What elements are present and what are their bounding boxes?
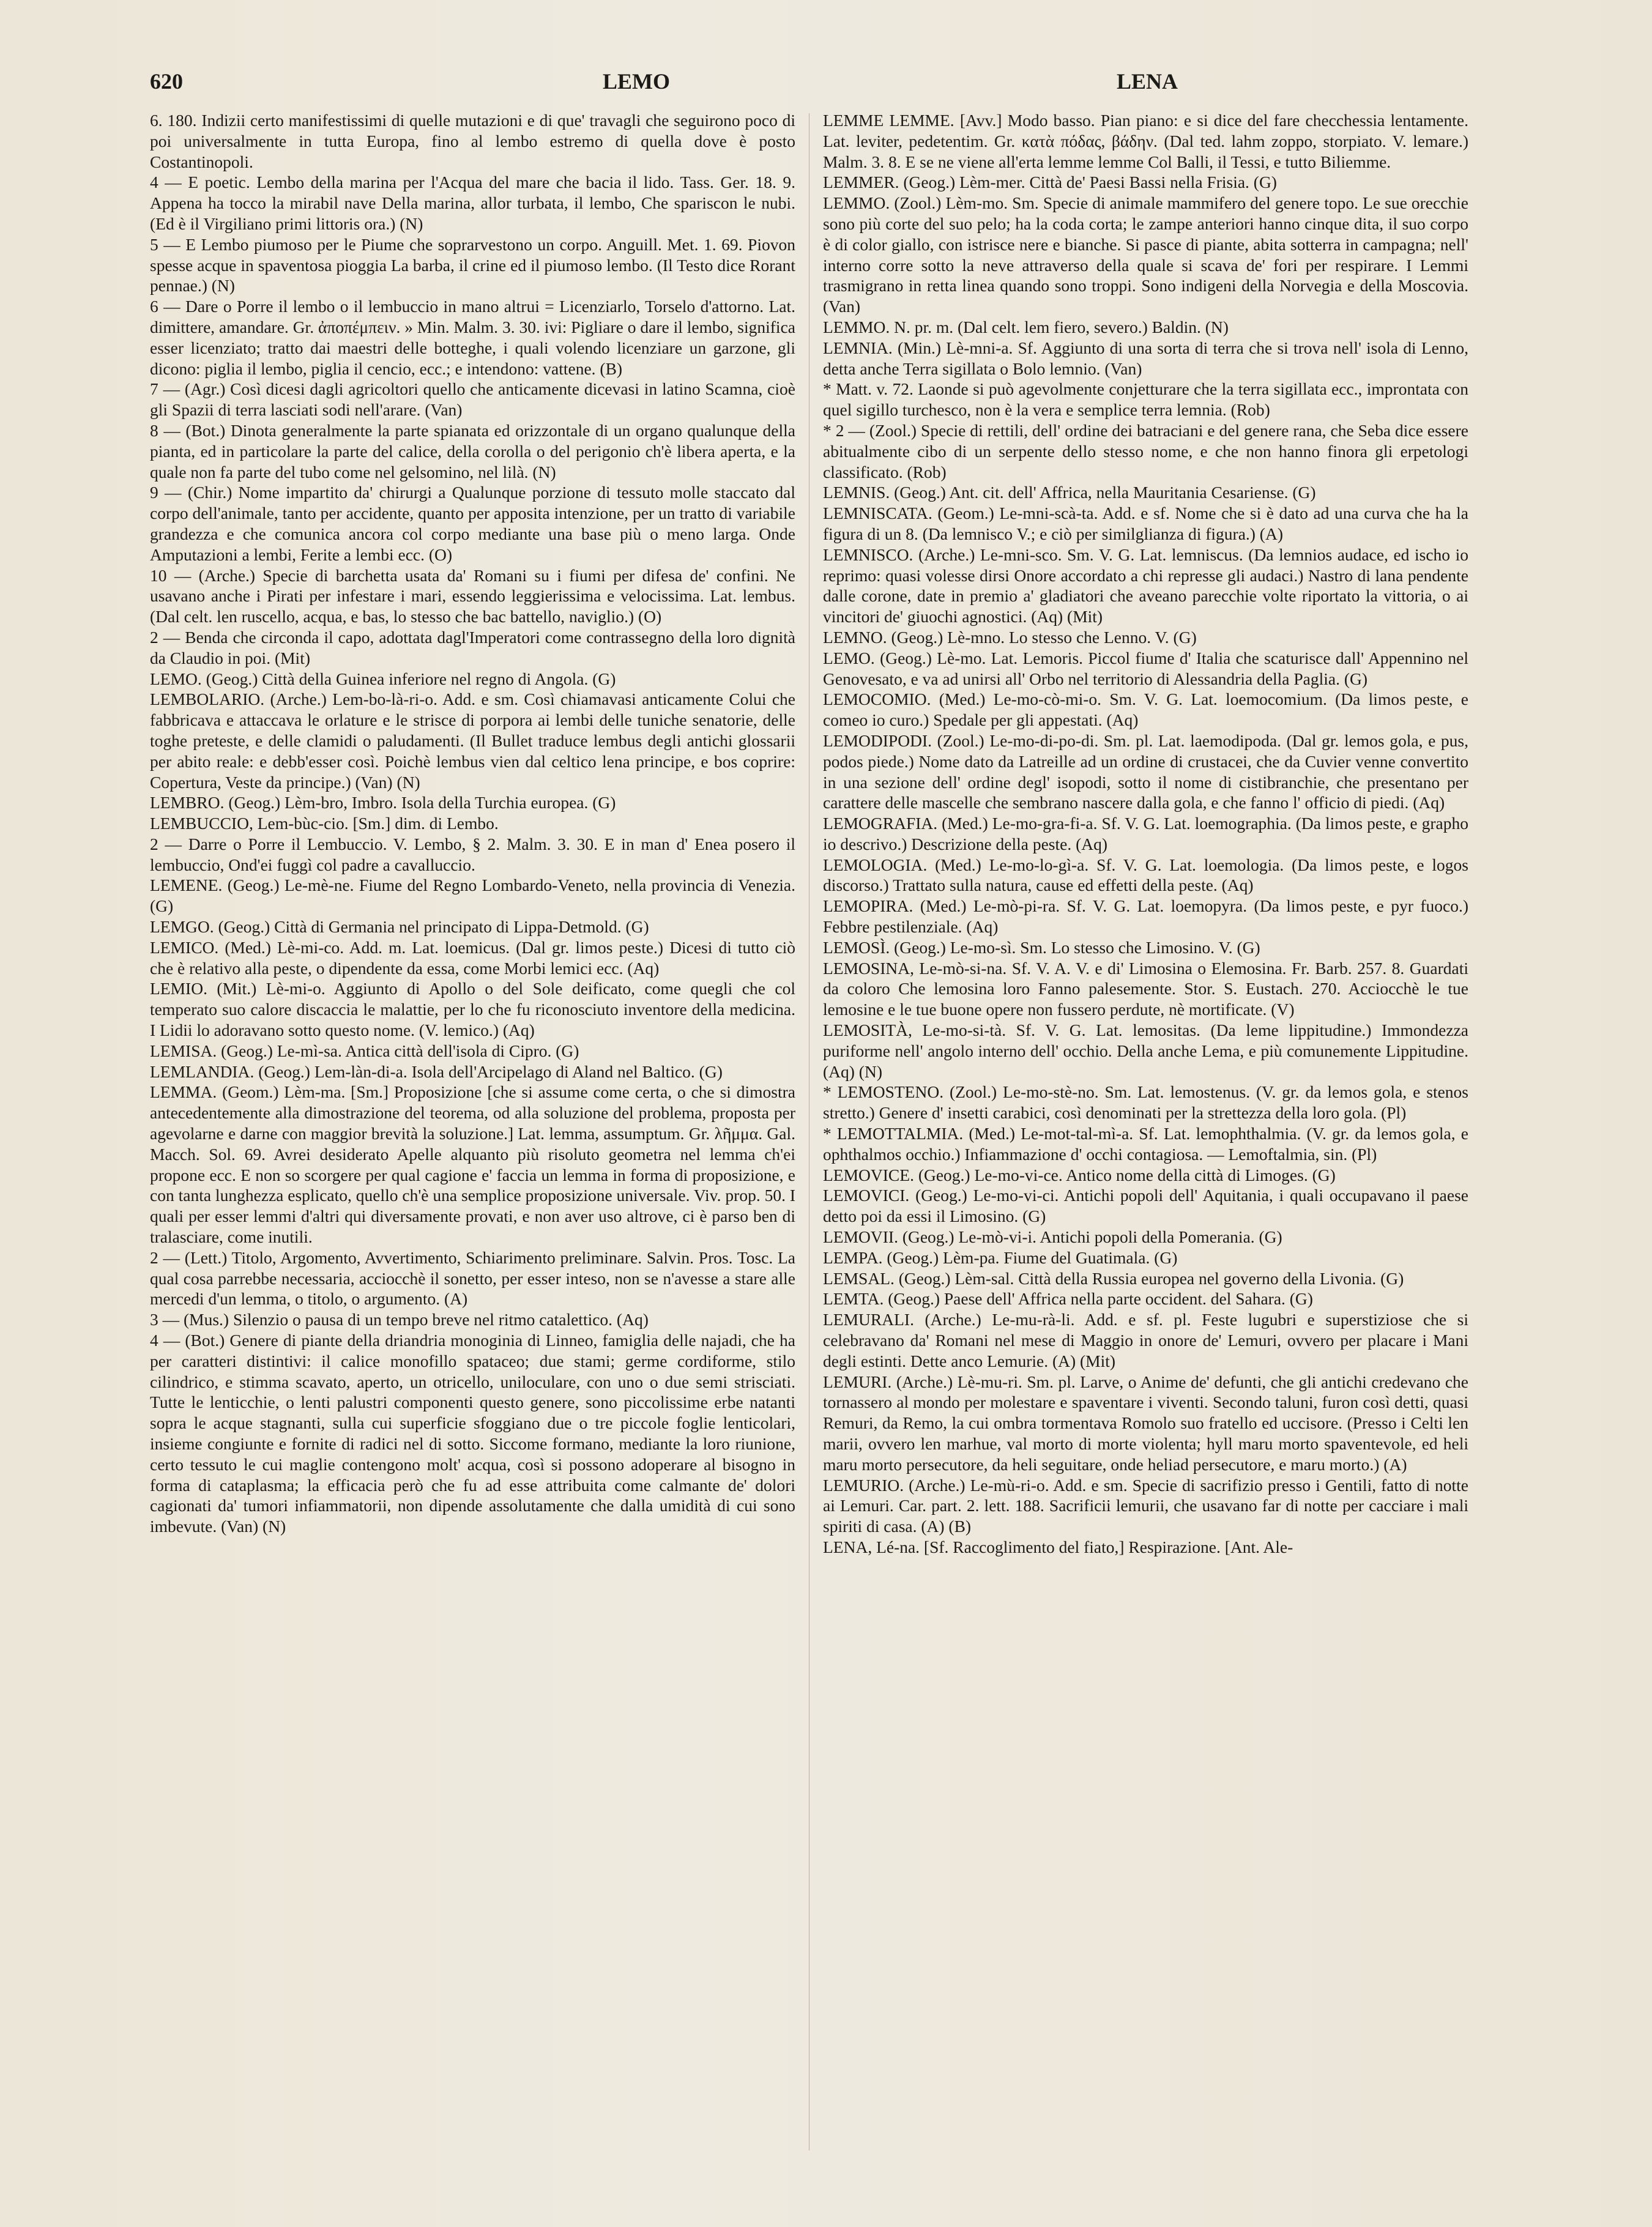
entry: LEMOLOGIA. (Med.) Le-mo-lo-gì-a. Sf. V. G. Lat. loemologia. (Da limos peste, e logos discorso.) Trattato sulla natura, cause ed effetti della peste. (Aq) <box>823 855 1468 895</box>
entry: LEMMER. (Geog.) Lèm-mer. Città de' Paesi Bassi nella Frisia. (G) <box>823 173 1277 192</box>
entry: LEMGO. (Geog.) Città di Germania nel principato di Lippa-Detmold. (G) <box>150 917 649 937</box>
entry: LEMNISCO. (Arche.) Le-mni-sco. Sm. V. G. Lat. lemniscus. (Da lemnios audace, ed ischo io reprimo: quasi volesse dirsi Onore accordato a chi represse gli audaci.) Nastro di lana pendente dalle corone, date in premio a' gladiatori che aveano parecchie volte riportato la vittoria, o ai vincitori de' giuochi agnostici. (Aq) (Mit) <box>823 545 1468 626</box>
entry: LEMMO. N. pr. m. (Dal celt. lem fiero, severo.) Baldin. (N) <box>823 317 1229 336</box>
entry: 6 — Dare o Porre il lembo o il lembuccio in mano altrui = Licenziarlo, Torselo d'attorno. Lat. dimittere, amandare. Gr. ἀποπέμπειν. » Min. Malm. 3. 30. ivi: Pigliare o dare il lembo, significa esser licenziato; tratto dai maestri delle botteghe, i quali volendo licenziare un garzone, gli dicono: piglia il lembo, piglia il cencio, ecc.; e intendono: vattene. (B) <box>150 297 795 378</box>
entry: LEMO. (Geog.) Città della Guinea inferiore nel regno di Angola. (G) <box>150 669 616 688</box>
entry: LEMOPIRA. (Med.) Le-mò-pi-ra. Sf. V. G. Lat. loemopyra. (Da limos peste, e pyr fuoco.) Febbre pestilenziale. (Aq) <box>823 896 1468 937</box>
entry: 2 — Benda che circonda il capo, adottata dagl'Imperatori come contrassegno della loro dignità da Claudio in poi. (Mit) <box>150 627 795 667</box>
entry: LEMNIA. (Min.) Lè-mni-a. Sf. Aggiunto di una sorta di terra che si trova nell' isola di Lenno, detta anche Terra sigillata o Bolo lemnio. (Van) <box>823 338 1468 378</box>
entry: LEMLANDIA. (Geog.) Lem-làn-di-a. Isola dell'Arcipelago di Aland nel Baltico. (G) <box>150 1061 723 1081</box>
entry: LEMURALI. (Arche.) Le-mu-rà-li. Add. e sf. pl. Feste lugubri e superstiziose che si celebravano da' Romani nel mese di Maggio in onore de' Lemuri, ovvero per placare i Mani degli estinti. Dette anco Lemurie. (A) (Mit) <box>823 1310 1468 1370</box>
entry: 8 — (Bot.) Dinota generalmente la parte spianata ed orizzontale di un organo qualunque della pianta, ed in particolare la parte del calice, della corolla o del perigonio ch'è libera aperta, e la quale non fa parte del tubo come nel gelsomino, nel lilà. (N) <box>150 420 795 481</box>
entry: LEMO. (Geog.) Lè-mo. Lat. Lemoris. Piccol fiume d' Italia che scaturisce dall' Appennino nel Genovesato, e va ad unirsi all' Orbo nel territorio di Alessandria della Paglia. (G) <box>823 648 1468 688</box>
entry: LEMOVICE. (Geog.) Le-mo-vi-ce. Antico nome della città di Limoges. (G) <box>823 1165 1336 1184</box>
entry: LEMOVII. (Geog.) Le-mò-vi-i. Antichi popoli della Pomerania. (G) <box>823 1227 1282 1247</box>
entry: LEMNIS. (Geog.) Ant. cit. dell' Affrica, nella Mauritania Cesariense. (G) <box>823 483 1316 502</box>
page-header <box>150 61 1499 98</box>
entry: * Matt. v. 72. Laonde si può agevolmente conjetturare che la terra sigillata ecc., improntata con quel sigillo turchesco, non è la vera e semplice terra lemnia. (Rob) <box>823 379 1468 420</box>
entry: 3 — (Mus.) Silenzio o pausa di un tempo breve nel ritmo catalettico. (Aq) <box>150 1310 649 1329</box>
entry: 2 — (Lett.) Titolo, Argomento, Avvertimento, Schiarimento preliminare. Salvin. Pros. Tosc. La qual cosa parrebbe necessaria, acciocchè il sonetto, per esser inteso, non se n'avesse a stare alle mercedi d'un lemma, o titolo, o argumento. (A) <box>150 1247 795 1309</box>
entry: LEMME LEMME. [Avv.] Modo basso. Pian piano: e si dice del fare checchessia lentamente. Lat. leviter, pedetentim. Gr. κατὰ πόδας, βάδην. (Dal ted. lahm zoppo, storpiato. V. lemare.) Malm. 3. 8. E se ne viene all'erta lemme lemme Col Balli, il Tessi, e tutto Biliemme. <box>823 111 1468 171</box>
entry: * LEMOTTALMIA. (Med.) Le-mot-tal-mì-a. Sf. Lat. lemophthalmia. (V. gr. da lemos gola, e ophthalmos occhio.) Infiammazione d' occhi contagiosa. — Lemoftalmia, sin. (Pl) <box>823 1124 1468 1164</box>
entry: LEMOCOMIO. (Med.) Le-mo-cò-mi-o. Sm. V. G. Lat. loemocomium. (Da limos peste, e comeo io curo.) Spedale per gli appestati. (Aq) <box>823 690 1468 730</box>
entry: LEMISA. (Geog.) Le-mì-sa. Antica città dell'isola di Cipro. (G) <box>150 1041 579 1060</box>
entry: LEMOSITÀ, Le-mo-si-tà. Sf. V. G. Lat. lemositas. (Da leme lippitudine.) Immondezza puriforme nell' angolo interno dell' occhio. Della anche Lema, e più comunemente Lippitudine. (Aq) (N) <box>823 1021 1468 1081</box>
entry: LEMIO. (Mit.) Lè-mi-o. Aggiunto di Apollo o del Sole deificato, come quegli che col temperato suo calore discaccia le malattie, per lo che fu riconosciuto inventore della medicina. I Lidii lo adoravano sotto questo nome. (V. lemico.) (Aq) <box>150 979 795 1040</box>
entry: LEMOSÌ. (Geog.) Le-mo-sì. Sm. Lo stesso che Limosino. V. (G) <box>823 937 1260 957</box>
entry: LEMURI. (Arche.) Lè-mu-ri. Sm. pl. Larve, o Anime de' defunti, che gli antichi credevano che tornassero al mondo per molestare e spaventare i viventi. Secondo taluni, furon così detti, quasi Remuri, da Remo, la cui ombra tormentava Romolo suo fratello ed uccisore. (Presso i Celti len marii, ovvero len marhue, val morto di morte violenta; hyll maru morto spaventevole, ed heli maru morto persecutore, da heli seguitare, onde heliad persecutore, e maru morto.) (A) <box>823 1372 1468 1474</box>
entry: LEMPA. (Geog.) Lèm-pa. Fiume del Guatimala. (G) <box>823 1247 1178 1267</box>
entry: LEMNISCATA. (Geom.) Le-mni-scà-ta. Add. e sf. Nome che si è dato ad una curva che ha la figura di un 8. (Da lemnisco V.; e ciò per similglianza di figura.) (A) <box>823 504 1468 543</box>
entry: LENA, Lé-na. [Sf. Raccoglimento del fiato,] Respirazione. [Ant. Ale- <box>823 1537 1293 1556</box>
left-running-head: LEMO <box>603 69 671 94</box>
entry: LEMOVICI. (Geog.) Le-mo-vi-ci. Antichi popoli dell' Aquitania, i quali occupavano il paese detto poi da essi il Limosino. (G) <box>823 1186 1468 1226</box>
page-number: 620 <box>150 69 183 94</box>
entry: 6. 180. Indizii certo manifestissimi di quelle mutazioni e di que' travagli che seguirono poco di poi universalmente in tutta Europa, fino al lembo estremo di quella dove è posto Costantinopoli. <box>150 111 795 171</box>
entry: LEMENE. (Geog.) Le-mè-ne. Fiume del Regno Lombardo-Veneto, nella provincia di Venezia. (G) <box>150 876 795 916</box>
right-running-head: LENA <box>1117 69 1178 94</box>
entry: LEMNO. (Geog.) Lè-mno. Lo stesso che Lenno. V. (G) <box>823 627 1197 647</box>
entry: * 2 — (Zool.) Specie di rettili, dell' ordine dei batraciani e del genere rana, che Seba dice essere abitualmente cibo di un serpente dello stesso nome, e che non hanno finora gli erpetologi classificato. (Rob) <box>823 420 1468 481</box>
entry: * LEMOSTENO. (Zool.) Le-mo-stè-no. Sm. Lat. lemostenus. (V. gr. da lemos gola, e stenos stretto.) Genere d' insetti carabici, così denominati per la strettezza della loro gola. (Pl) <box>823 1082 1468 1123</box>
entry: LEMBRO. (Geog.) Lèm-bro, Imbro. Isola della Turchia europea. (G) <box>150 793 616 812</box>
entry: LEMODIPODI. (Zool.) Le-mo-di-po-di. Sm. pl. Lat. laemodipoda. (Dal gr. lemos gola, e pus, podos piede.) Nome dato da Latreille ad un ordine di crustacei, che da Cuvier venne convertito in una sezione dell' ordine degl' isopodi, sotto il nome di cistibranchie, che presentano per carattere delle mascelle che sembrano nascere dalla gola, e che fanno l' officio di piedi. (Aq) <box>823 731 1468 812</box>
entry: LEMOGRAFIA. (Med.) Le-mo-gra-fi-a. Sf. V. G. Lat. loemographia. (Da limos peste, e grapho io descrivo.) Descrizione della peste. (Aq) <box>823 814 1468 853</box>
entry: LEMBOLARIO. (Arche.) Lem-bo-là-ri-o. Add. e sm. Così chiamavasi anticamente Colui che fabbricava e attaccava le orlature e le strisce di porpora ai lembi delle tuniche senatorie, delle toghe preteste, e delle clamidi o paludamenti. (Il Bullet traduce lembus degli antichi glossarii per abito reale: e debb'esser così. Poichè lembus vien dal celtico lena principe, e bos coprire: Copertura, Veste da principe.) (Van) (N) <box>150 690 795 792</box>
entry: 10 — (Arche.) Specie di barchetta usata da' Romani su i fiumi per difesa de' confini. Ne usavano anche i Pirati per infestare i mari, essendo leggierissima e velocissima. Lat. lembus. (Dal celt. len ruscello, acqua, e bas, lo stesso che bac battello, naviglio.) (O) <box>150 565 795 626</box>
entry: 4 — E poetic. Lembo della marina per l'Acqua del mare che bacia il lido. Tass. Ger. 18. 9. Appena ha tocco la mirabil nave Della marina, allor turbata, il lembo, Che spariscon le nubi. (Ed è il Virgiliano primi littoris ora.) (N) <box>150 173 795 233</box>
entry: LEMICO. (Med.) Lè-mi-co. Add. m. Lat. loemicus. (Dal gr. limos peste.) Dicesi di tutto ciò che è relativo alla peste, o dipendente da essa, come Morbi lemici ecc. (Aq) <box>150 937 795 978</box>
entry: LEMMA. (Geom.) Lèm-ma. [Sm.] Proposizione [che si assume come certa, o che si dimostra antecedentemente alla dimostrazione del teorema, od alla soluzione del problema, proposta per agevolarne e darne con maggior brevità la soluzione.] Lat. lemma, assumptum. Gr. λῆμμα. Gal. Macch. Sol. 69. Avrei desiderato Apelle alquanto più risoluto geometra nel lemma ch'ei propone ecc. E non so scorgere per qual cagione e' faccia un lemma in forma di proposizione, e con tanta lunghezza esplicato, quello ch'è una semplice proposizione universale. Viv. prop. 50. I quali per esser lemmi d'altri qui diversamente provati, e non aver uso altrove, ci è parso ben di tralasciare, come inutili. <box>150 1082 795 1247</box>
entry: LEMBUCCIO, Lem-bùc-cio. [Sm.] dim. di Lembo. <box>150 814 499 833</box>
entry: 4 — (Bot.) Genere di piante della driandria monoginia di Linneo, famiglia delle najadi, che ha per caratteri distintivi: il calice monofillo spataceo; due stami; germe cordiforme, stilo cilindrico, e stimma scavato, aperto, un otricello, uniloculare, con uno o due semi strisciati. Tutte le lenticchie, o lenti palustri componenti questo genere, sono piccolissime erbe natanti sopra le acque stagnanti, sulla cui superficie sfoggiano due o tre piccole foglie lenticolari, insieme congiunte e fornite di radici nel di sotto. Siccome formano, mediante la loro riunione, certo tessuto le cui maglie contengono molt' acqua, così si possono adoperare al bisogno in forma di cataplasma; la efficacia però che fu ad esse attribuita come calmante de' dolori cagionati da' tumori infiammatorii, non dipende assolutamente che dalla umidità di cui sono imbevute. (Van) (N) <box>150 1331 795 1536</box>
entry: LEMSAL. (Geog.) Lèm-sal. Città della Russia europea nel governo della Livonia. (G) <box>823 1268 1404 1288</box>
entry: LEMURIO. (Arche.) Le-mù-ri-o. Add. e sm. Specie di sacrifizio presso i Gentili, fatto di notte ai Lemuri. Car. part. 2. lett. 188. Sacrificii lemurii, che usavano far di notte per cacciare i mali spiriti di casa. (A) (B) <box>823 1475 1468 1536</box>
entry: 9 — (Chir.) Nome impartito da' chirurgi a Qualunque porzione di tessuto molle staccato dal corpo dell'animale, tanto per accidente, quanto per apposita intenzione, per un tratto di variabile grandezza e che comunica ancora col corpo mediante una base più o meno larga. Onde Amputazioni a lembi, Ferite a lembi ecc. (O) <box>150 483 795 564</box>
entry: 2 — Darre o Porre il Lembuccio. V. Lembo, § 2. Malm. 3. 30. E in man d' Enea posero il lembuccio, Ond'ei fuggì col padre a cavalluccio. <box>150 834 795 874</box>
entry: LEMMO. (Zool.) Lèm-mo. Sm. Specie di animale mammifero del genere topo. Le sue orecchie sono più corte del suo pelo; ha la coda corta; le zampe anteriori hanno cinque dita, il suo corpo è di color giallo, con istrisce nere e bianche. Si pasce di piante, abita sotterra in campagna; nell' interno corre sotto la neve attraverso della quale si scava de' fori per respirare. I Lemmi trasmigrano in retta linea quando sono troppi. Sono indigeni della Norvegia e della Moscovia. (Van) <box>823 193 1468 316</box>
right-column <box>823 110 1468 2178</box>
entry: LEMOSINA, Le-mò-si-na. Sf. V. A. V. e di' Limosina o Elemosina. Fr. Barb. 257. 8. Guardati da coloro Che lemosina loro Fanno palesemente. Stor. S. Eustach. 270. Acciocchè le tue lemosine e le tue buone opere non fussero perdute, nè mortificate. (V) <box>823 958 1468 1019</box>
entry: 5 — E Lembo piumoso per le Piume che soprarvestono un corpo. Anguill. Met. 1. 69. Piovon spesse acque in spaventosa pioggia La barba, il crine ed il piumoso lembo. (Il Testo dice Rorant pennae.) (N) <box>150 234 795 296</box>
left-column <box>150 110 795 2178</box>
entry: 7 — (Agr.) Così dicesi dagli agricoltori quello che anticamente dicevasi in latino Scamna, cioè gli Spazii di terra lasciati sodi nell'arare. (Van) <box>150 379 795 420</box>
entry: LEMTA. (Geog.) Paese dell' Affrica nella parte occident. del Sahara. (G) <box>823 1289 1313 1309</box>
